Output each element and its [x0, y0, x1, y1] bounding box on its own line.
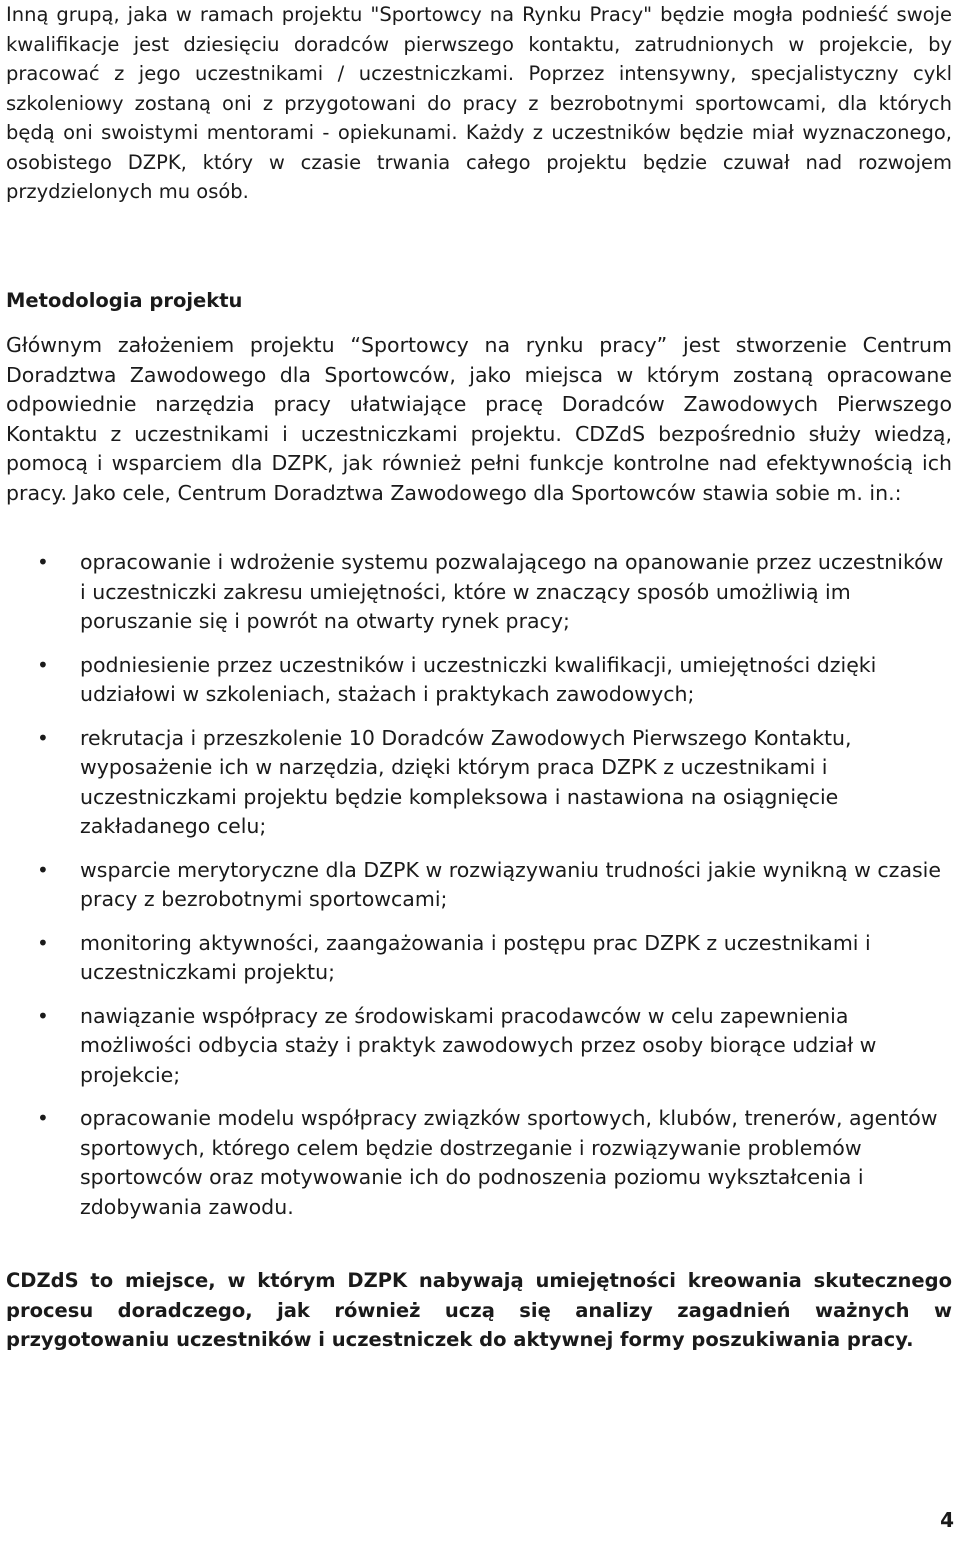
list-item	[0, 724, 950, 842]
section-heading: Metodologia projektu	[6, 289, 243, 312]
goal-text: opracowanie i wdrożenie systemu pozwalającego na opanowanie przez uczestników i uczestniczki zakresu umiejętności, które w znaczący sposób umożliwią im poruszanie się i powrót na otwarty rynek pracy;	[80, 550, 944, 633]
page-body	[6, 0, 952, 207]
goal-text: nawiązanie współpracy ze środowiskami pracodawców w celu zapewnienia możliwości odbycia staży i praktyk zawodowych przez osoby biorące udział w projekcie;	[80, 1003, 877, 1087]
bullet-icon: •	[37, 1106, 49, 1130]
bullet-icon: •	[37, 857, 49, 882]
goal-text: monitoring aktywności, zaangażowania i postępu prac DZPK z uczestnikami i uczestniczkami projektu;	[80, 930, 871, 984]
list-item	[0, 856, 950, 915]
intro-paragraph: Inną grupą, jaka w ramach projektu "Sportowcy na Rynku Pracy" będzie mogła podnieść swoje kwalifikacje jest dziesięciu doradców pierwszego kontaktu, zatrudnionych w projekcie, by pracować z jego uczestnikami / uczestniczkami. Poprzez intensywny, specjalistyczny cykl szkoleniowy zostaną oni z przygotowani do pracy z bezrobotnymi sportowcami, dla których będą oni swoistymi mentorami - opiekunami. Każdy z uczestników będzie miał wyznaczonego, osobistego DZPK, który w czasie trwania całego projektu będzie czuwał nad rozwojem przydzielonych mu osób.	[6, 3, 952, 203]
bullet-icon: •	[37, 652, 49, 677]
bullet-icon: •	[37, 930, 49, 955]
bullet-icon: •	[37, 725, 49, 750]
bullet-icon: •	[37, 1003, 49, 1028]
goal-text: opracowanie modelu współpracy związków sportowych, klubów, trenerów, agentów sportowych, którego celem będzie dostrzeganie i rozwiązywanie problemów sportowców oraz motywowanie ich do podnoszenia poziomu wykształcenia i zdobywania zawodu.	[80, 1106, 938, 1219]
closing-paragraph: CDZdS to miejsce, w którym DZPK nabywają umiejętności kreowania skutecznego procesu doradczego, jak również uczą się analizy zagadnień ważnych w przygotowaniu uczestników i uczestniczek do aktywnej formy poszukiwania pracy.	[6, 1269, 952, 1351]
goal-text: wsparcie merytoryczne dla DZPK w rozwiązywaniu trudności jakie wynikną w czasie pracy z bezrobotnymi sportowcami;	[80, 857, 941, 911]
list-item	[0, 548, 950, 637]
goal-text: rekrutacja i przeszkolenie 10 Doradców Zawodowych Pierwszego Kontaktu, wyposażenie ich w narzędzia, dzięki którym praca DZPK z uczestnikami i uczestniczkami projektu będzie kompleksowa i nastawiona na osiągnięcie zakładanego celu;	[80, 725, 852, 838]
list-item	[0, 651, 950, 710]
goal-text: podniesienie przez uczestników i uczestniczki kwalifikacji, umiejętności dzięki udziałowi w szkoleniach, stażach i praktykach zawodowych;	[80, 652, 877, 706]
page-number: 4	[940, 1508, 954, 1532]
goals-list	[0, 548, 950, 1236]
list-item	[0, 929, 950, 988]
list-item	[0, 1002, 950, 1091]
list-item	[0, 1104, 950, 1222]
bullet-icon: •	[37, 550, 49, 574]
main-paragraph: Głównym założeniem projektu “Sportowcy na rynku pracy” jest stworzenie Centrum Doradztwa Zawodowego dla Sportowców, jako miejsca w którym zostaną opracowane odpowiednie narzędzia pracy ułatwiające pracę Doradców Zawodowych Pierwszego Kontaktu z uczestnikami i uczestniczkami projektu. CDZdS bezpośrednio służy wiedzą, pomocą i wsparciem dla DZPK, jak również pełni funkcje kontrolne nad efektywnością ich pracy. Jako cele, Centrum Doradztwa Zawodowego dla Sportowców stawia sobie m. in.:	[6, 333, 952, 505]
